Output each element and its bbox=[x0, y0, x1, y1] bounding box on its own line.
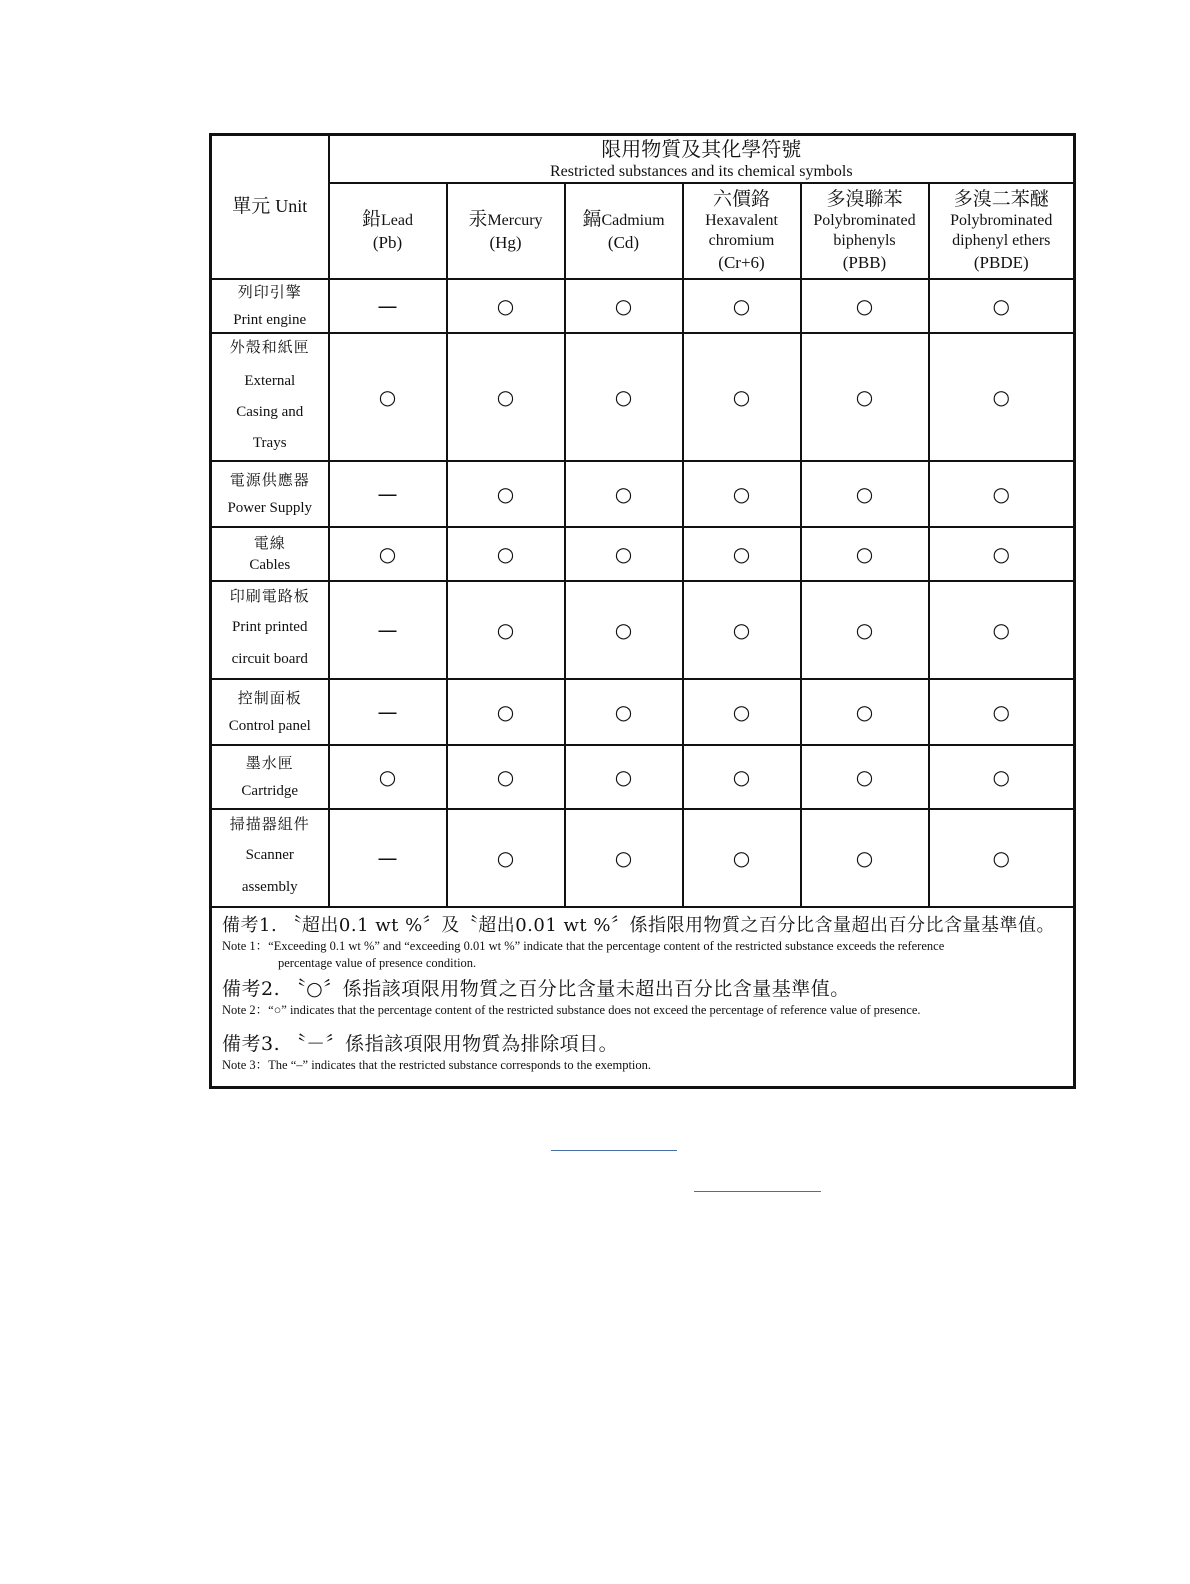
substance-name-zh: 多溴聯苯 bbox=[826, 188, 903, 210]
unit-label-zh: 電源供應器 bbox=[229, 471, 310, 489]
unit-label-zh: 印刷電路板 bbox=[229, 587, 310, 605]
substance-mark: ○ bbox=[929, 333, 1075, 461]
substance-mark: ○ bbox=[801, 527, 929, 581]
note3-zh: 備考3. 〝－〞係指該項限用物質為排除項目。 bbox=[222, 1033, 619, 1055]
table-row bbox=[211, 461, 1075, 527]
substance-mark: — bbox=[329, 279, 447, 333]
unit-label-zh: 列印引擎 bbox=[237, 283, 302, 301]
table-row bbox=[211, 333, 1075, 461]
substance-mark: ○ bbox=[565, 679, 683, 745]
unit-label-en: Cables bbox=[249, 557, 291, 573]
substance-mark: ○ bbox=[447, 527, 565, 581]
table-row bbox=[211, 679, 1075, 745]
unit-label bbox=[211, 581, 329, 679]
substance-mark: ○ bbox=[565, 527, 683, 581]
unit-label-en: Print engine bbox=[233, 312, 307, 328]
substance-mark: ○ bbox=[929, 279, 1075, 333]
link-underline-1[interactable] bbox=[551, 1150, 677, 1151]
unit-label bbox=[211, 333, 329, 461]
substance-symbol: (Pb) bbox=[372, 233, 403, 252]
table-row bbox=[211, 279, 1075, 333]
unit-label-en: Print printed circuit board bbox=[231, 619, 308, 667]
unit-label bbox=[211, 809, 329, 907]
substance-mark: ○ bbox=[683, 745, 801, 809]
unit-label bbox=[211, 279, 329, 333]
substance-name-en: Mercury bbox=[487, 212, 543, 229]
substance-header bbox=[683, 183, 801, 279]
substance-mark: ○ bbox=[329, 333, 447, 461]
table-row bbox=[211, 581, 1075, 679]
substance-mark: ○ bbox=[801, 809, 929, 907]
substance-name-en: Hexavalent chromium bbox=[705, 212, 778, 249]
unit-label bbox=[211, 461, 329, 527]
substance-mark: ○ bbox=[801, 461, 929, 527]
substance-mark: ○ bbox=[801, 333, 929, 461]
note2-zh: 備考2. 〝○〞係指該項限用物質之百分比含量未超出百分比含量基準值。 bbox=[222, 978, 850, 1000]
substance-header-row bbox=[211, 183, 1075, 279]
substance-mark: ○ bbox=[801, 679, 929, 745]
unit-label-en: Power Supply bbox=[227, 500, 313, 516]
table-row bbox=[211, 527, 1075, 581]
substance-name-zh: 汞 bbox=[468, 208, 488, 230]
unit-label-en: External Casing and Trays bbox=[236, 372, 304, 451]
unit-label-zh: 控制面板 bbox=[237, 689, 302, 707]
substance-mark: ○ bbox=[565, 279, 683, 333]
unit-label bbox=[211, 527, 329, 581]
substance-mark: ○ bbox=[565, 461, 683, 527]
substance-mark: ○ bbox=[565, 581, 683, 679]
substance-symbol: (Hg) bbox=[489, 233, 522, 252]
substance-name-en: Polybrominated biphenyls bbox=[813, 212, 916, 249]
unit-label bbox=[211, 679, 329, 745]
substances-header bbox=[329, 135, 1075, 184]
restricted-substances-table bbox=[209, 133, 1076, 1089]
substance-symbol: (Cd) bbox=[607, 233, 640, 252]
substance-mark: ○ bbox=[683, 461, 801, 527]
unit-label-en: Cartridge bbox=[241, 783, 299, 799]
substance-symbol: (PBB) bbox=[842, 253, 887, 272]
table-row bbox=[211, 809, 1075, 907]
link-underline-2[interactable] bbox=[694, 1191, 821, 1192]
substance-mark: ○ bbox=[929, 745, 1075, 809]
substance-mark: ○ bbox=[683, 581, 801, 679]
unit-header-en: Unit bbox=[275, 196, 308, 216]
substance-name-zh: 鎘 bbox=[582, 208, 602, 230]
substance-mark: ○ bbox=[329, 745, 447, 809]
unit-label-en: Scanner assembly bbox=[241, 847, 298, 895]
substance-mark: ○ bbox=[683, 527, 801, 581]
substance-mark: ○ bbox=[447, 461, 565, 527]
substance-mark: ○ bbox=[801, 279, 929, 333]
substance-mark: ○ bbox=[929, 527, 1075, 581]
unit-label bbox=[211, 745, 329, 809]
note3-en: Note 3：The “–” indicates that the restricted substance corresponds to the exemption. bbox=[222, 1058, 652, 1072]
substance-name-en: Polybrominated diphenyl ethers bbox=[950, 212, 1053, 249]
substance-header bbox=[329, 183, 447, 279]
note1-en: Note 1：“Exceeding 0.1 wt %” and “exceeding 0.01 wt %” indicate that the percentage content of the restricted substance exceeds the reference bbox=[222, 939, 945, 953]
notes-cell bbox=[211, 907, 1075, 1087]
substance-mark: — bbox=[329, 581, 447, 679]
unit-label-zh: 掃描器組件 bbox=[229, 815, 310, 833]
unit-label-en: Control panel bbox=[228, 718, 311, 734]
substance-mark: — bbox=[329, 461, 447, 527]
substance-symbol: (PBDE) bbox=[973, 253, 1029, 272]
substance-mark: ○ bbox=[801, 745, 929, 809]
unit-label-zh: 電線 bbox=[253, 534, 286, 552]
substance-mark: ○ bbox=[329, 527, 447, 581]
substance-mark: ○ bbox=[683, 279, 801, 333]
substance-mark: ○ bbox=[683, 679, 801, 745]
table-row bbox=[211, 745, 1075, 809]
substance-mark: ○ bbox=[683, 333, 801, 461]
substances-header-en: Restricted substances and its chemical symbols bbox=[549, 163, 853, 180]
substances-header-zh: 限用物質及其化學符號 bbox=[601, 137, 802, 161]
substance-name-en: Cadmium bbox=[601, 212, 665, 229]
substance-symbol: (Cr+6) bbox=[718, 253, 765, 272]
substance-header bbox=[929, 183, 1075, 279]
unit-header-zh: 單元 bbox=[232, 195, 271, 217]
substance-mark: ○ bbox=[929, 809, 1075, 907]
substance-header bbox=[447, 183, 565, 279]
substance-header bbox=[565, 183, 683, 279]
substance-mark: ○ bbox=[447, 333, 565, 461]
substance-mark: ○ bbox=[447, 581, 565, 679]
substance-mark: ○ bbox=[929, 581, 1075, 679]
substance-name-zh: 鉛 bbox=[362, 208, 382, 230]
substance-mark: ○ bbox=[565, 745, 683, 809]
substance-mark: ○ bbox=[801, 581, 929, 679]
substance-header bbox=[801, 183, 929, 279]
table-body bbox=[211, 279, 1075, 907]
substance-mark: ○ bbox=[683, 809, 801, 907]
unit-header bbox=[211, 135, 329, 280]
substance-mark: — bbox=[329, 679, 447, 745]
substance-mark: ○ bbox=[447, 745, 565, 809]
substance-mark: ○ bbox=[565, 809, 683, 907]
substance-mark: ○ bbox=[447, 279, 565, 333]
substance-name-zh: 六價鉻 bbox=[712, 188, 770, 210]
substance-mark: ○ bbox=[447, 679, 565, 745]
note1-zh: 備考1. 〝超出0.1 wt %〞及〝超出0.01 wt %〞係指限用物質之百分比含量超出百分比含量基準值。 bbox=[222, 915, 1055, 936]
substance-mark: ○ bbox=[565, 333, 683, 461]
note1-en-cont: percentage value of presence condition. bbox=[278, 956, 477, 970]
substance-mark: ○ bbox=[447, 809, 565, 907]
unit-label-zh: 墨水匣 bbox=[245, 754, 294, 772]
substance-mark: ○ bbox=[929, 461, 1075, 527]
unit-label-zh: 外殼和紙匣 bbox=[229, 337, 310, 356]
note2-en: Note 2：“○” indicates that the percentage content of the restricted substance does not exceed the percentage of reference value of presence. bbox=[222, 1003, 921, 1017]
substance-name-en: Lead bbox=[381, 212, 413, 229]
substance-mark: ○ bbox=[929, 679, 1075, 745]
substance-mark: — bbox=[329, 809, 447, 907]
substance-name-zh: 多溴二苯醚 bbox=[953, 188, 1049, 210]
